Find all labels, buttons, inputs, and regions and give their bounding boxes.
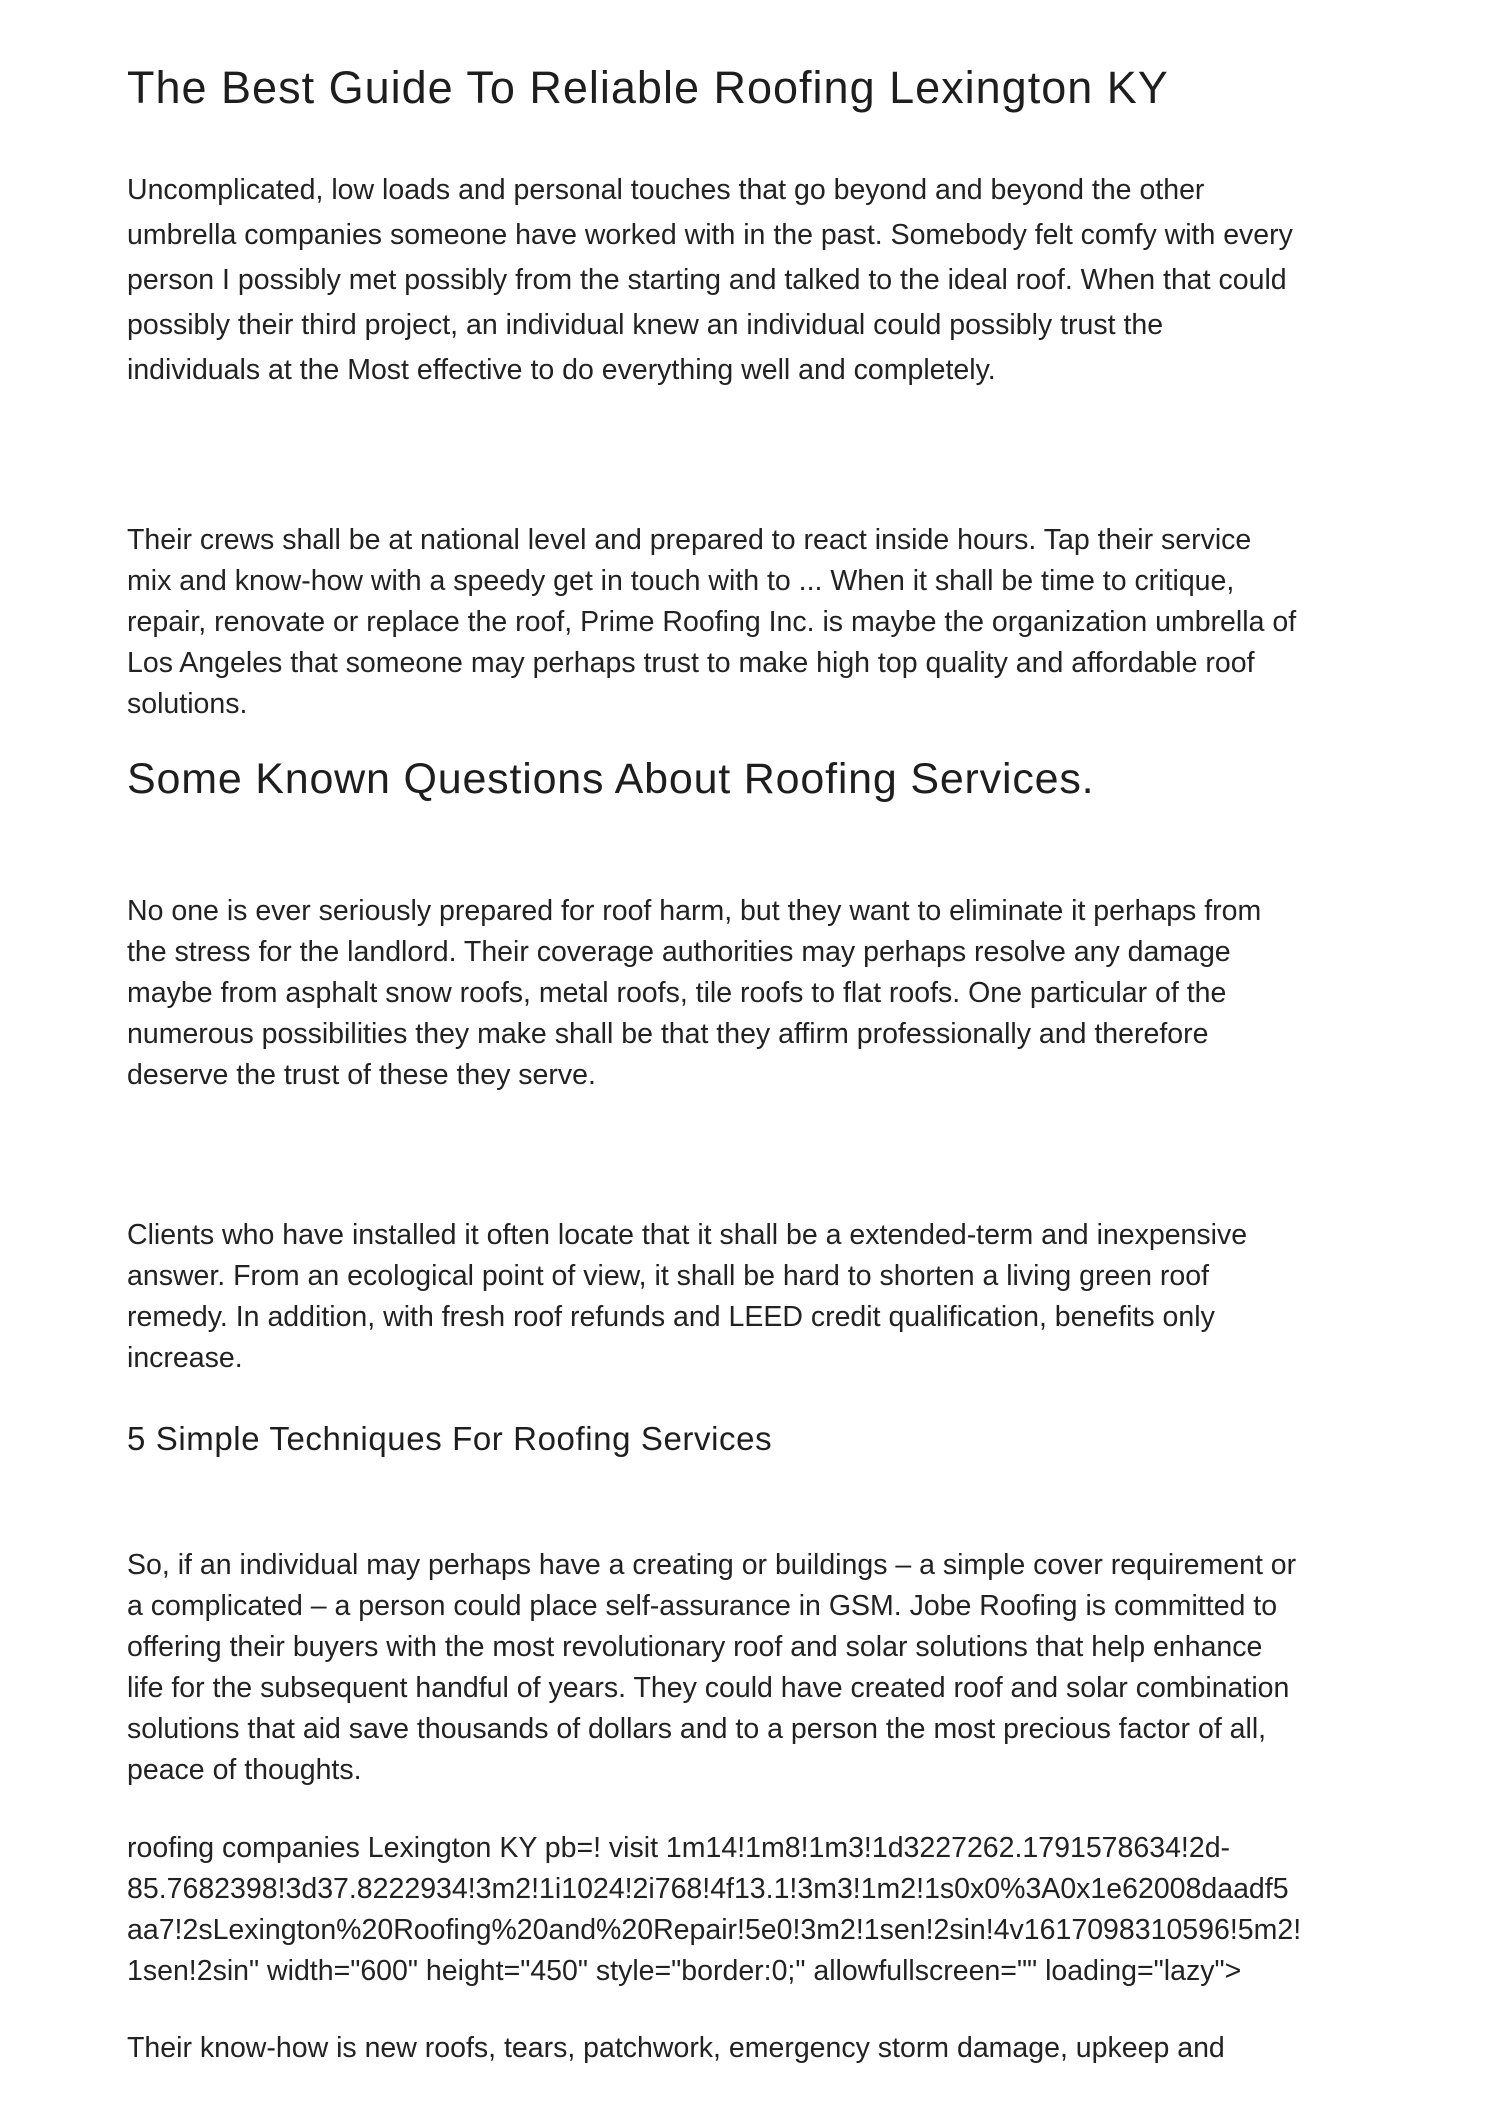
crews-line: repair, renovate or replace the roof, Prime Roofing Inc. is maybe the organization umbrella of bbox=[127, 606, 1297, 638]
page-title: The Best Guide To Reliable Roofing Lexington KY bbox=[127, 62, 1169, 113]
gsm-line: solutions that aid save thousands of dollars and to a person the most precious factor of all, bbox=[127, 1713, 1267, 1745]
gsm-paragraph bbox=[127, 1545, 1397, 1791]
intro-line: Uncomplicated, low loads and personal touches that go beyond and beyond the other bbox=[127, 174, 1205, 206]
gsm-line: a complicated – a person could place self-assurance in GSM. Jobe Roofing is committed to bbox=[127, 1590, 1278, 1622]
clients-line: Clients who have installed it often locate that it shall be a extended-term and inexpensive bbox=[127, 1219, 1248, 1251]
final-line: Their know-how is new roofs, tears, patchwork, emergency storm damage, upkeep and bbox=[127, 2032, 1225, 2064]
clients-line: increase. bbox=[127, 1342, 243, 1374]
section-heading-techniques: 5 Simple Techniques For Roofing Services bbox=[127, 1420, 773, 1457]
clients-paragraph bbox=[127, 1215, 1397, 1379]
gsm-line: peace of thoughts. bbox=[127, 1754, 362, 1786]
intro-line: umbrella companies someone have worked with in the past. Somebody felt comfy with every bbox=[127, 219, 1293, 251]
damage-line: deserve the trust of these they serve. bbox=[127, 1059, 596, 1091]
embed-line: aa7!2sLexington%20Roofing%20and%20Repair!5e0!3m2!1sen!2sin!4v1617098310596!5m2! bbox=[127, 1914, 1302, 1946]
clients-line: answer. From an ecological point of view, it shall be hard to shorten a living green roof bbox=[127, 1260, 1210, 1292]
gsm-line: So, if an individual may perhaps have a creating or buildings – a simple cover requirement or bbox=[127, 1549, 1297, 1581]
damage-line: maybe from asphalt snow roofs, metal roofs, tile roofs to flat roofs. One particular of the bbox=[127, 977, 1227, 1009]
crews-line: Their crews shall be at national level and prepared to react inside hours. Tap their service bbox=[127, 524, 1252, 556]
clients-line: remedy. In addition, with fresh roof refunds and LEED credit qualification, benefits only bbox=[127, 1301, 1215, 1333]
section-heading-questions: Some Known Questions About Roofing Services. bbox=[127, 755, 1095, 803]
intro-line: person I possibly met possibly from the starting and talked to the ideal roof. When that could bbox=[127, 264, 1287, 296]
intro-line: possibly their third project, an individual knew an individual could possibly trust the bbox=[127, 309, 1164, 341]
damage-line: No one is ever seriously prepared for roof harm, but they want to eliminate it perhaps from bbox=[127, 895, 1262, 927]
gsm-line: offering their buyers with the most revolutionary roof and solar solutions that help enhance bbox=[127, 1631, 1263, 1663]
damage-line: the stress for the landlord. Their coverage authorities may perhaps resolve any damage bbox=[127, 936, 1231, 968]
intro-line: individuals at the Most effective to do everything well and completely. bbox=[127, 354, 996, 386]
embed-line: 85.7682398!3d37.8222934!3m2!1i1024!2i768!4f13.1!3m3!1m2!1s0x0%3A0x1e62008daadf5 bbox=[127, 1873, 1289, 1905]
embed-line: 1sen!2sin" width="600" height="450" style="border:0;" allowfullscreen="" loading="lazy"> bbox=[127, 1955, 1242, 1987]
crews-line: solutions. bbox=[127, 688, 248, 720]
crews-line: Los Angeles that someone may perhaps trust to make high top quality and affordable roof bbox=[127, 647, 1255, 679]
final-paragraph bbox=[127, 2028, 1397, 2069]
gsm-line: life for the subsequent handful of years. They could have created roof and solar combination bbox=[127, 1672, 1290, 1704]
damage-line: numerous possibilities they make shall be that they affirm professionally and therefore bbox=[127, 1018, 1209, 1050]
embed-paragraph bbox=[127, 1828, 1402, 1992]
crews-paragraph bbox=[127, 520, 1397, 725]
crews-line: mix and know-how with a speedy get in touch with to ... When it shall be time to critique, bbox=[127, 565, 1235, 597]
damage-paragraph bbox=[127, 891, 1397, 1096]
embed-line: roofing companies Lexington KY pb=! visit 1m14!1m8!1m3!1d3227262.1791578634!2d- bbox=[127, 1832, 1231, 1864]
intro-paragraph bbox=[127, 168, 1397, 393]
